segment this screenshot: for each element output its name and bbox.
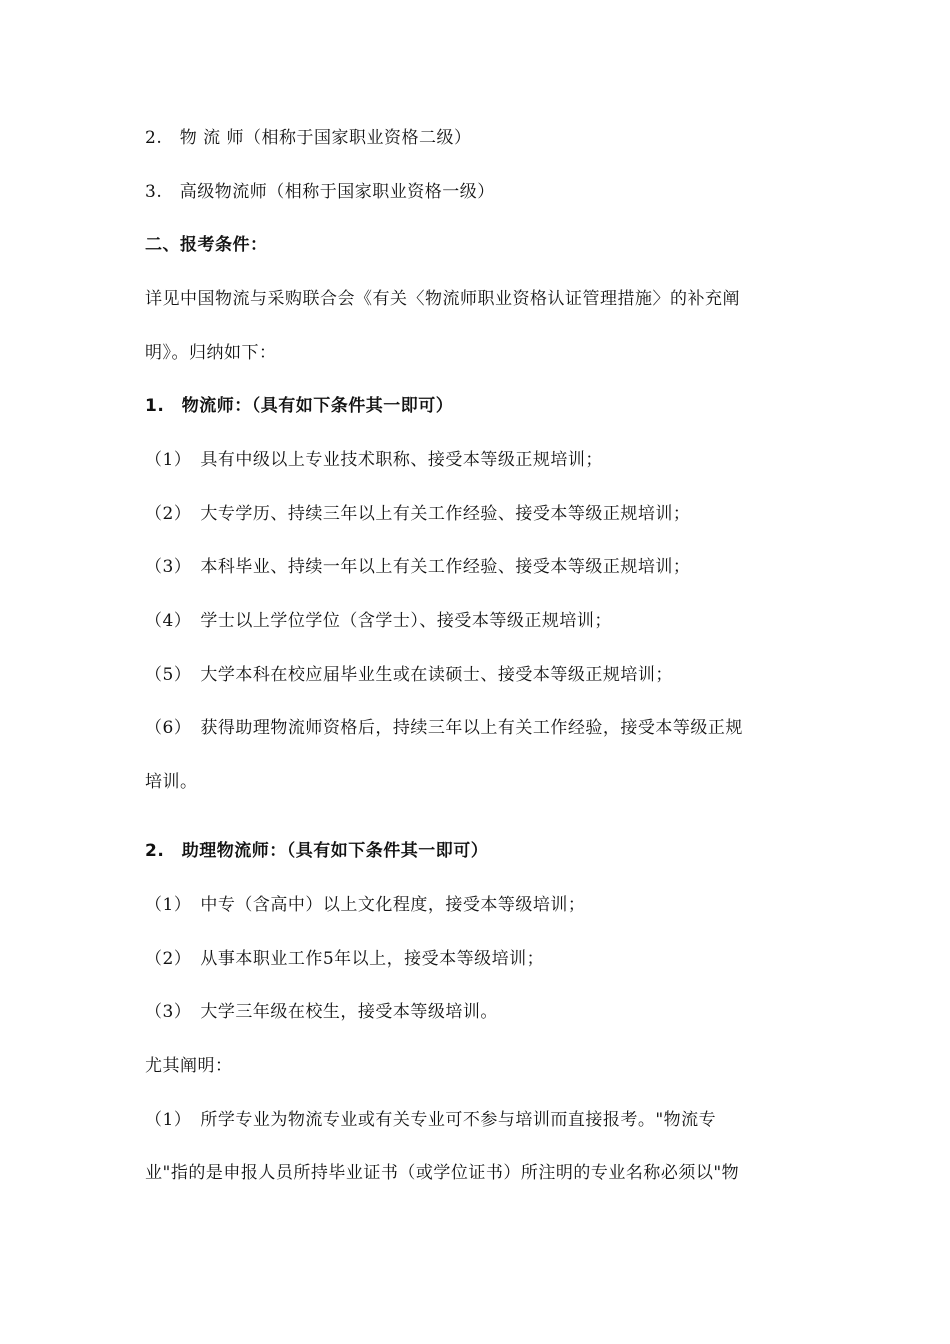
- condition-item: （3） 本科毕业、持续一年以上有关工作经验、接受本等级正规培训；: [145, 557, 691, 577]
- level-item-2: 2. 物 流 师（相称于国家职业资格二级）: [145, 128, 472, 148]
- subheading-assistant-logistics-engineer: 2. 助理物流师：（具有如下条件其一即可）: [145, 841, 489, 861]
- condition-item: （3） 大学三年级在校生，接受本等级培训。: [145, 1002, 498, 1022]
- condition-item: （4） 学士以上学位学位（含学士）、接受本等级正规培训；: [145, 611, 612, 631]
- condition-item: （1） 具有中级以上专业技术职称、接受本等级正规培训；: [145, 450, 603, 470]
- special-note-heading: 尤其阐明：: [145, 1056, 233, 1076]
- condition-item: （2） 从事本职业工作5年以上，接受本等级培训；: [145, 949, 545, 969]
- condition-item: （5） 大学本科在校应届毕业生或在读硕士、接受本等级正规培训；: [145, 665, 673, 685]
- condition-item: （6） 获得助理物流师资格后，持续三年以上有关工作经验，接受本等级正规: [145, 718, 743, 738]
- special-note-item: （1） 所学专业为物流专业或有关专业可不参与培训而直接报考。"物流专: [145, 1110, 717, 1130]
- subheading-logistics-engineer: 1. 物流师：（具有如下条件其一即可）: [145, 396, 454, 416]
- paragraph-reference-cont: 明》。归纳如下：: [145, 343, 277, 363]
- special-note-item-cont: 业"指的是申报人员所持毕业证书（或学位证书）所注明的专业名称必须以"物: [145, 1163, 740, 1183]
- condition-item: （2） 大专学历、持续三年以上有关工作经验、接受本等级正规培训；: [145, 504, 691, 524]
- paragraph-reference: 详见中国物流与采购联合会《有关〈物流师职业资格认证管理措施〉的补充阐: [145, 289, 740, 309]
- level-item-3: 3. 高级物流师（相称于国家职业资格一级）: [145, 182, 495, 202]
- section-heading-requirements: 二、报考条件：: [145, 235, 268, 255]
- condition-item-cont: 培训。: [145, 772, 198, 792]
- condition-item: （1） 中专（含高中）以上文化程度，接受本等级培训；: [145, 895, 586, 915]
